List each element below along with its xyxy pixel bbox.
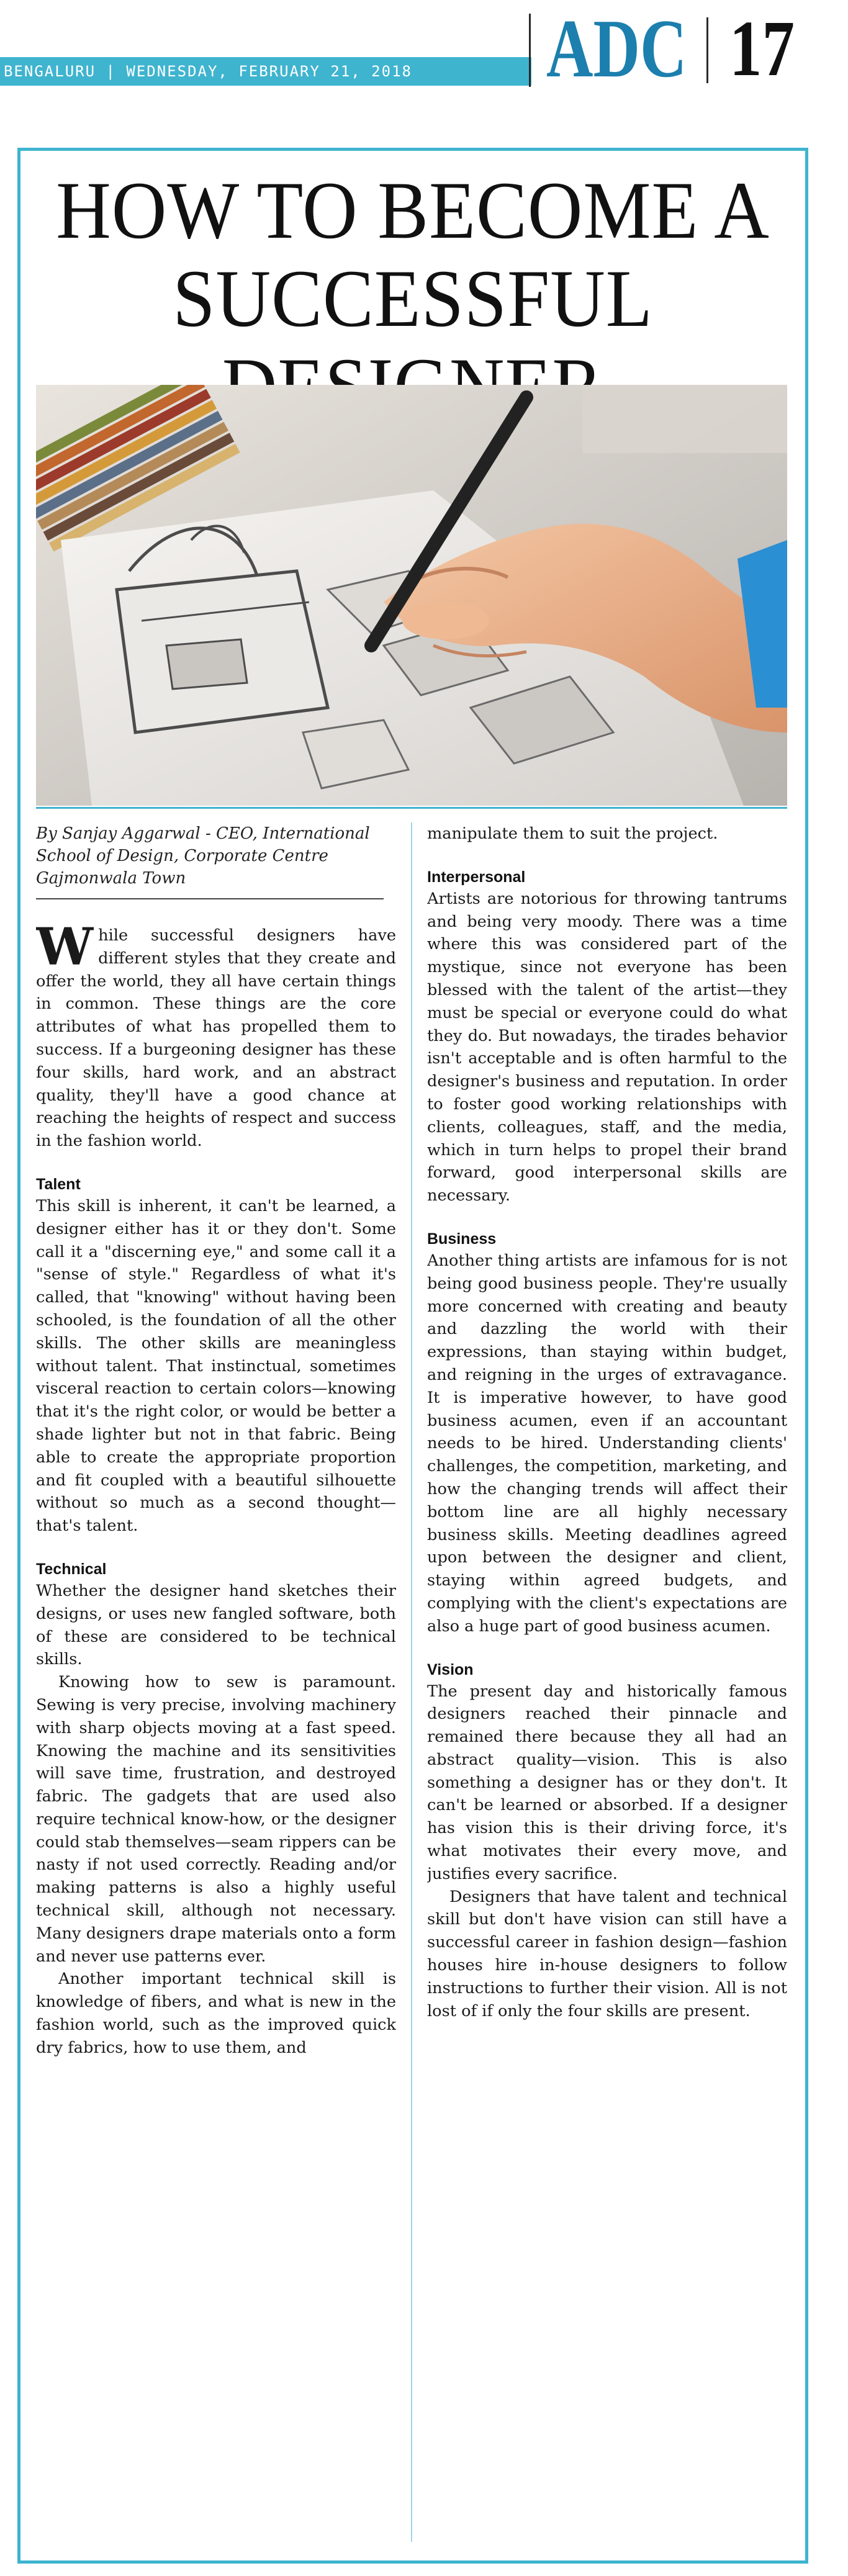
paragraph: Another important technical skill is knowledge of fibers, and what is new in the fashion world, such as the improved quick dry fabrics, how to use them, and — [36, 1970, 396, 2057]
paragraph-continuation: manipulate them to suit the project. — [427, 824, 718, 843]
paragraph: Whether the designer hand sketches their designs, or uses new fangled software, both of these are considered to be technical skills. — [36, 1581, 396, 1669]
dateline: BENGALURU | WEDNESDAY, FEBRUARY 21, 2018 — [0, 57, 531, 86]
designer-sketching-photo — [36, 385, 787, 806]
page-number: 17 — [729, 4, 795, 92]
masthead — [0, 0, 848, 93]
paragraph: Another thing artists are infamous for is not being good business people. They're usually more concerned with creating and beauty and dazzling the world with their expressions, than staying within budget, and reigning in the urges of extravagance. It is imperative however, to have good business acumen, even if an accountant needs to be hired. Understanding clients' challenges, the competition, marketing, and how the changing trends will affect their bottom line are all highly necessary business skills. Meeting deadlines agreed upon between the designer and client, staying within agreed budgets, and complying with the client's expectations are also a huge part of good business acumen. — [427, 1251, 787, 1636]
paragraph: The present day and historically famous designers reached their pinnacle and remained there because they all had an abstract quality—vision. This is also something a designer has or they don't. It can't be learned or absorbed. If a designer has vision this is their driving force, it's what motivates their every move, and justifies every sacrifice. — [427, 1682, 787, 1883]
column-divider — [411, 822, 412, 2542]
paragraph: Artists are notorious for throwing tantrums and being very moody. There was a time where this was considered part of the mystique, since not everyone has been blessed with the talent of the artist—they must be special or everyone could do what they do. But nowadays, the tirades behavior isn't acceptable and is often harmful to the designer's business and reputation. In order to foster good working relationships with clients, colleagues, staff, and the media, which in turn helps to propel their brand forward, good interpersonal skills are necessary. — [427, 889, 787, 1205]
masthead-divider — [529, 14, 531, 87]
masthead-divider — [706, 17, 708, 83]
section-heading-technical: Technical — [36, 1560, 107, 1578]
byline: By Sanjay Aggarwal - CEO, International School of Design, Corporate Centre Gajmonwala Town — [36, 822, 384, 899]
paragraph: This skill is inherent, it can't be learned, a designer either has it or they don't. Some call it a "discerning eye," and some call it a "sense of style." Regardless of what it's called, that "knowing" without having been schooled, is the foundation of all the other skills. The other skills are meaningless without talent. That instinctual, sometimes visceral reaction to certain colors—knowing that it's the right color, or would be better a shade lighter but not in that fabric. Being able to create the appropriate proportion and fit coupled with a beautiful silhouette without so much as a second thought—that's talent. — [36, 1196, 396, 1536]
headline-line: SUCCESSFUL — [173, 253, 653, 344]
publication-brand: ADC — [546, 2, 687, 94]
paragraph: Designers that have talent and technical skill but don't have vision can still have a successful career in fashion design—fashion houses hire in-house designers to follow instructions to further their vision. All is not lost of if only the four skills are present. — [427, 1887, 787, 2020]
section-heading-talent: Talent — [36, 1175, 81, 1193]
photo-illustration — [36, 385, 787, 806]
section-heading-interpersonal: Interpersonal — [427, 868, 526, 886]
article-column-right — [427, 822, 787, 2548]
lead-paragraph: While successful designers have different styles that they create and offer the world, they all have certain things in common. These things are the core attributes of what has propelled them to success. If a burgeoning designer has these four skills, hard work, and an abstract quality, they'll have a good chance at reaching the heights of respect and success in the fashion world. — [36, 917, 396, 1151]
paragraph: Knowing how to sew is paramount. Sewing is very precise, involving machinery with sharp objects moving at a fast speed. Knowing the machine and its sensitivities will save time, frustration, and destroyed fabric. The gadgets that are used also require technical know-how, or the designer could stab themselves—seam rippers can be nasty if not used correctly. Reading and/or making patterns is also a highly useful technical skill, although not necessary. Many designers drape materials onto a form and never use patterns ever. — [36, 1673, 396, 1966]
headline-line: HOW TO BECOME A — [56, 164, 770, 256]
section-heading-vision: Vision — [427, 1660, 474, 1678]
section-heading-business: Business — [427, 1230, 497, 1248]
article-column-left — [36, 822, 396, 2548]
caption-rule — [36, 807, 787, 809]
